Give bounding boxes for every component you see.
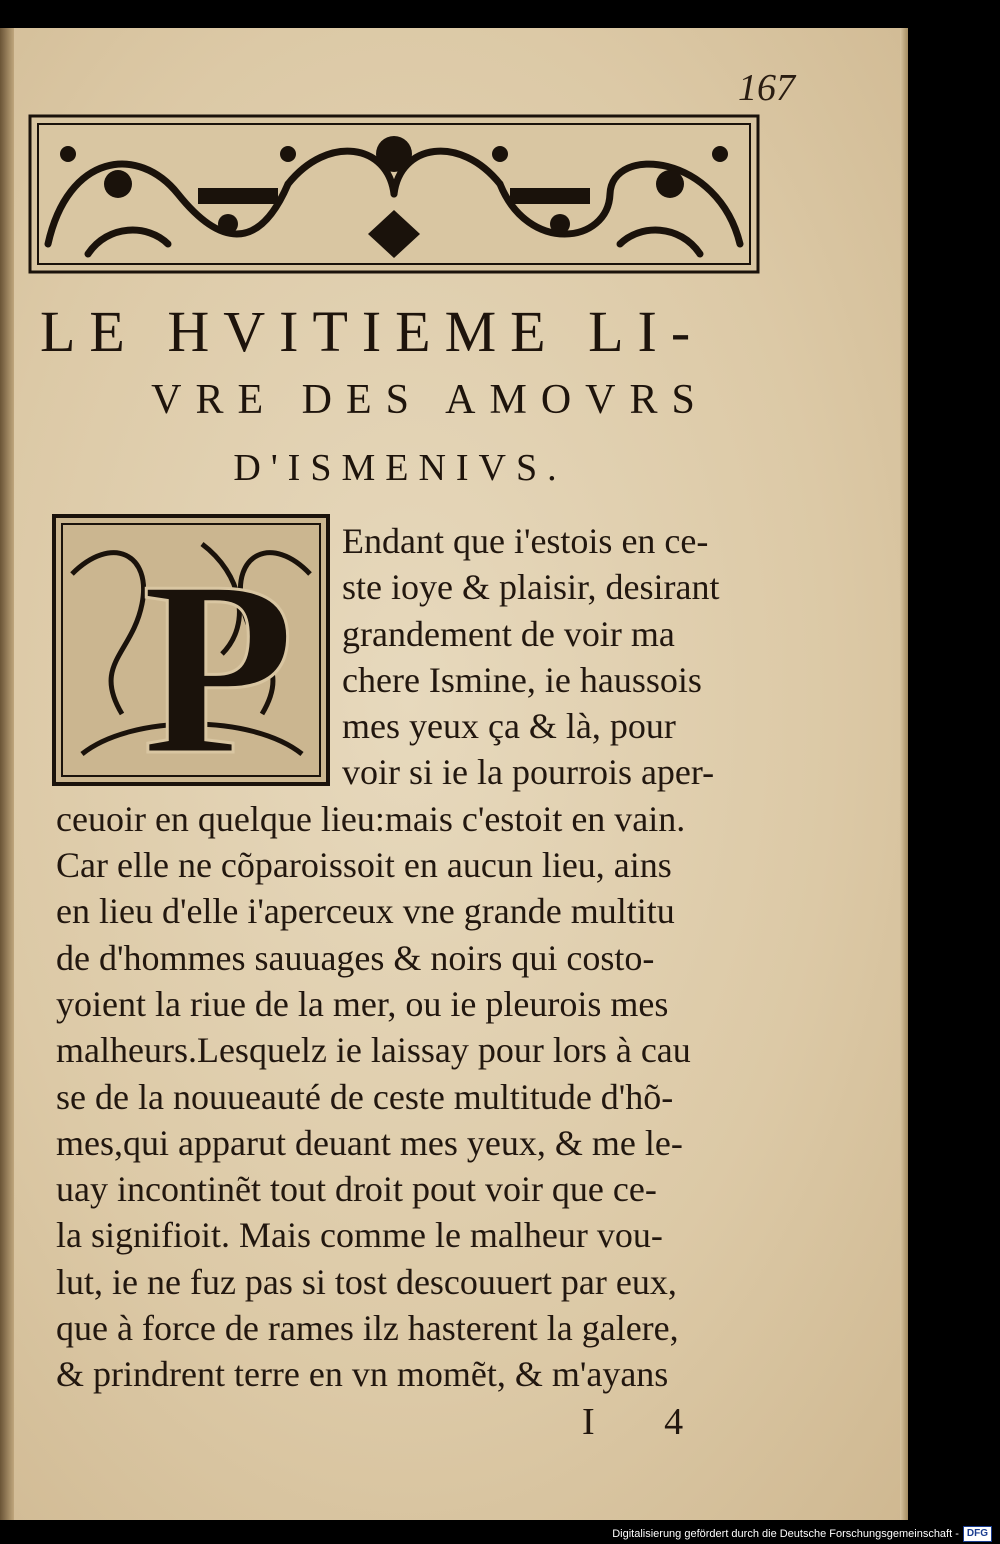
book-page [0, 28, 908, 1520]
dfg-logo[interactable]: DFG [963, 1526, 992, 1542]
text-line: ceuoir en quelque lieu:mais c'estoit en vain. [56, 798, 686, 839]
footer-credit [612, 1524, 992, 1544]
text-line: en lieu d'elle i'aperceux vne grande multitu [56, 891, 675, 932]
text-line: ste ioye & plaisir, desirant [342, 567, 720, 608]
text-line: & prindrent terre en vn momẽt, & m'ayans [56, 1354, 669, 1395]
signature-mark: I 4 [582, 1401, 714, 1443]
title-line-3: D'ISMENIVS. [233, 447, 567, 489]
title-line-1: LE HVITIEME LI- [40, 299, 705, 364]
text-line: grandement de voir ma [342, 613, 675, 654]
page-spine-shadow [0, 28, 14, 1520]
footer-text: Digitalisierung gefördert durch die Deutsche Forschungsgemeinschaft - [612, 1528, 959, 1540]
text-line: chere Ismine, ie haussois [342, 659, 702, 700]
text-line: voir si ie la pourrois aper- [342, 752, 715, 793]
text-line: Car elle ne cõparoissoit en aucun lieu, ains [56, 845, 672, 886]
title-line-2: VRE DES AMOVRS [151, 377, 709, 423]
text-line: que à force de rames ilz hasterent la galere, [56, 1308, 679, 1349]
text-line: lut, ie ne fuz pas si tost descouuert par eux, [56, 1261, 677, 1302]
text-line: la signifioit. Mais comme le malheur vou- [56, 1215, 663, 1256]
page-edge [900, 28, 908, 1520]
headpiece-ornament [28, 114, 760, 274]
text-line: Endant que i'estois en ce- [342, 521, 709, 561]
text-line: uay incontinẽt tout droit pout voir que ce- [56, 1169, 657, 1210]
page-number: 167 [738, 67, 795, 109]
text-line: mes,qui apparut deuant mes yeux, & me le- [56, 1122, 683, 1163]
text-line: malheurs.Lesquelz ie laissay pour lors à cau [56, 1030, 691, 1071]
initial-letter: P [142, 530, 295, 786]
body-text [56, 518, 780, 1398]
text-line: de d'hommes sauuages & noirs qui costo- [56, 937, 655, 978]
text-line: mes yeux ça & là, pour [342, 706, 676, 747]
text-line: se de la nouueauté de ceste multitude d'hõ- [56, 1076, 674, 1117]
text-line: yoient la riue de la mer, ou ie pleurois mes [56, 983, 669, 1024]
